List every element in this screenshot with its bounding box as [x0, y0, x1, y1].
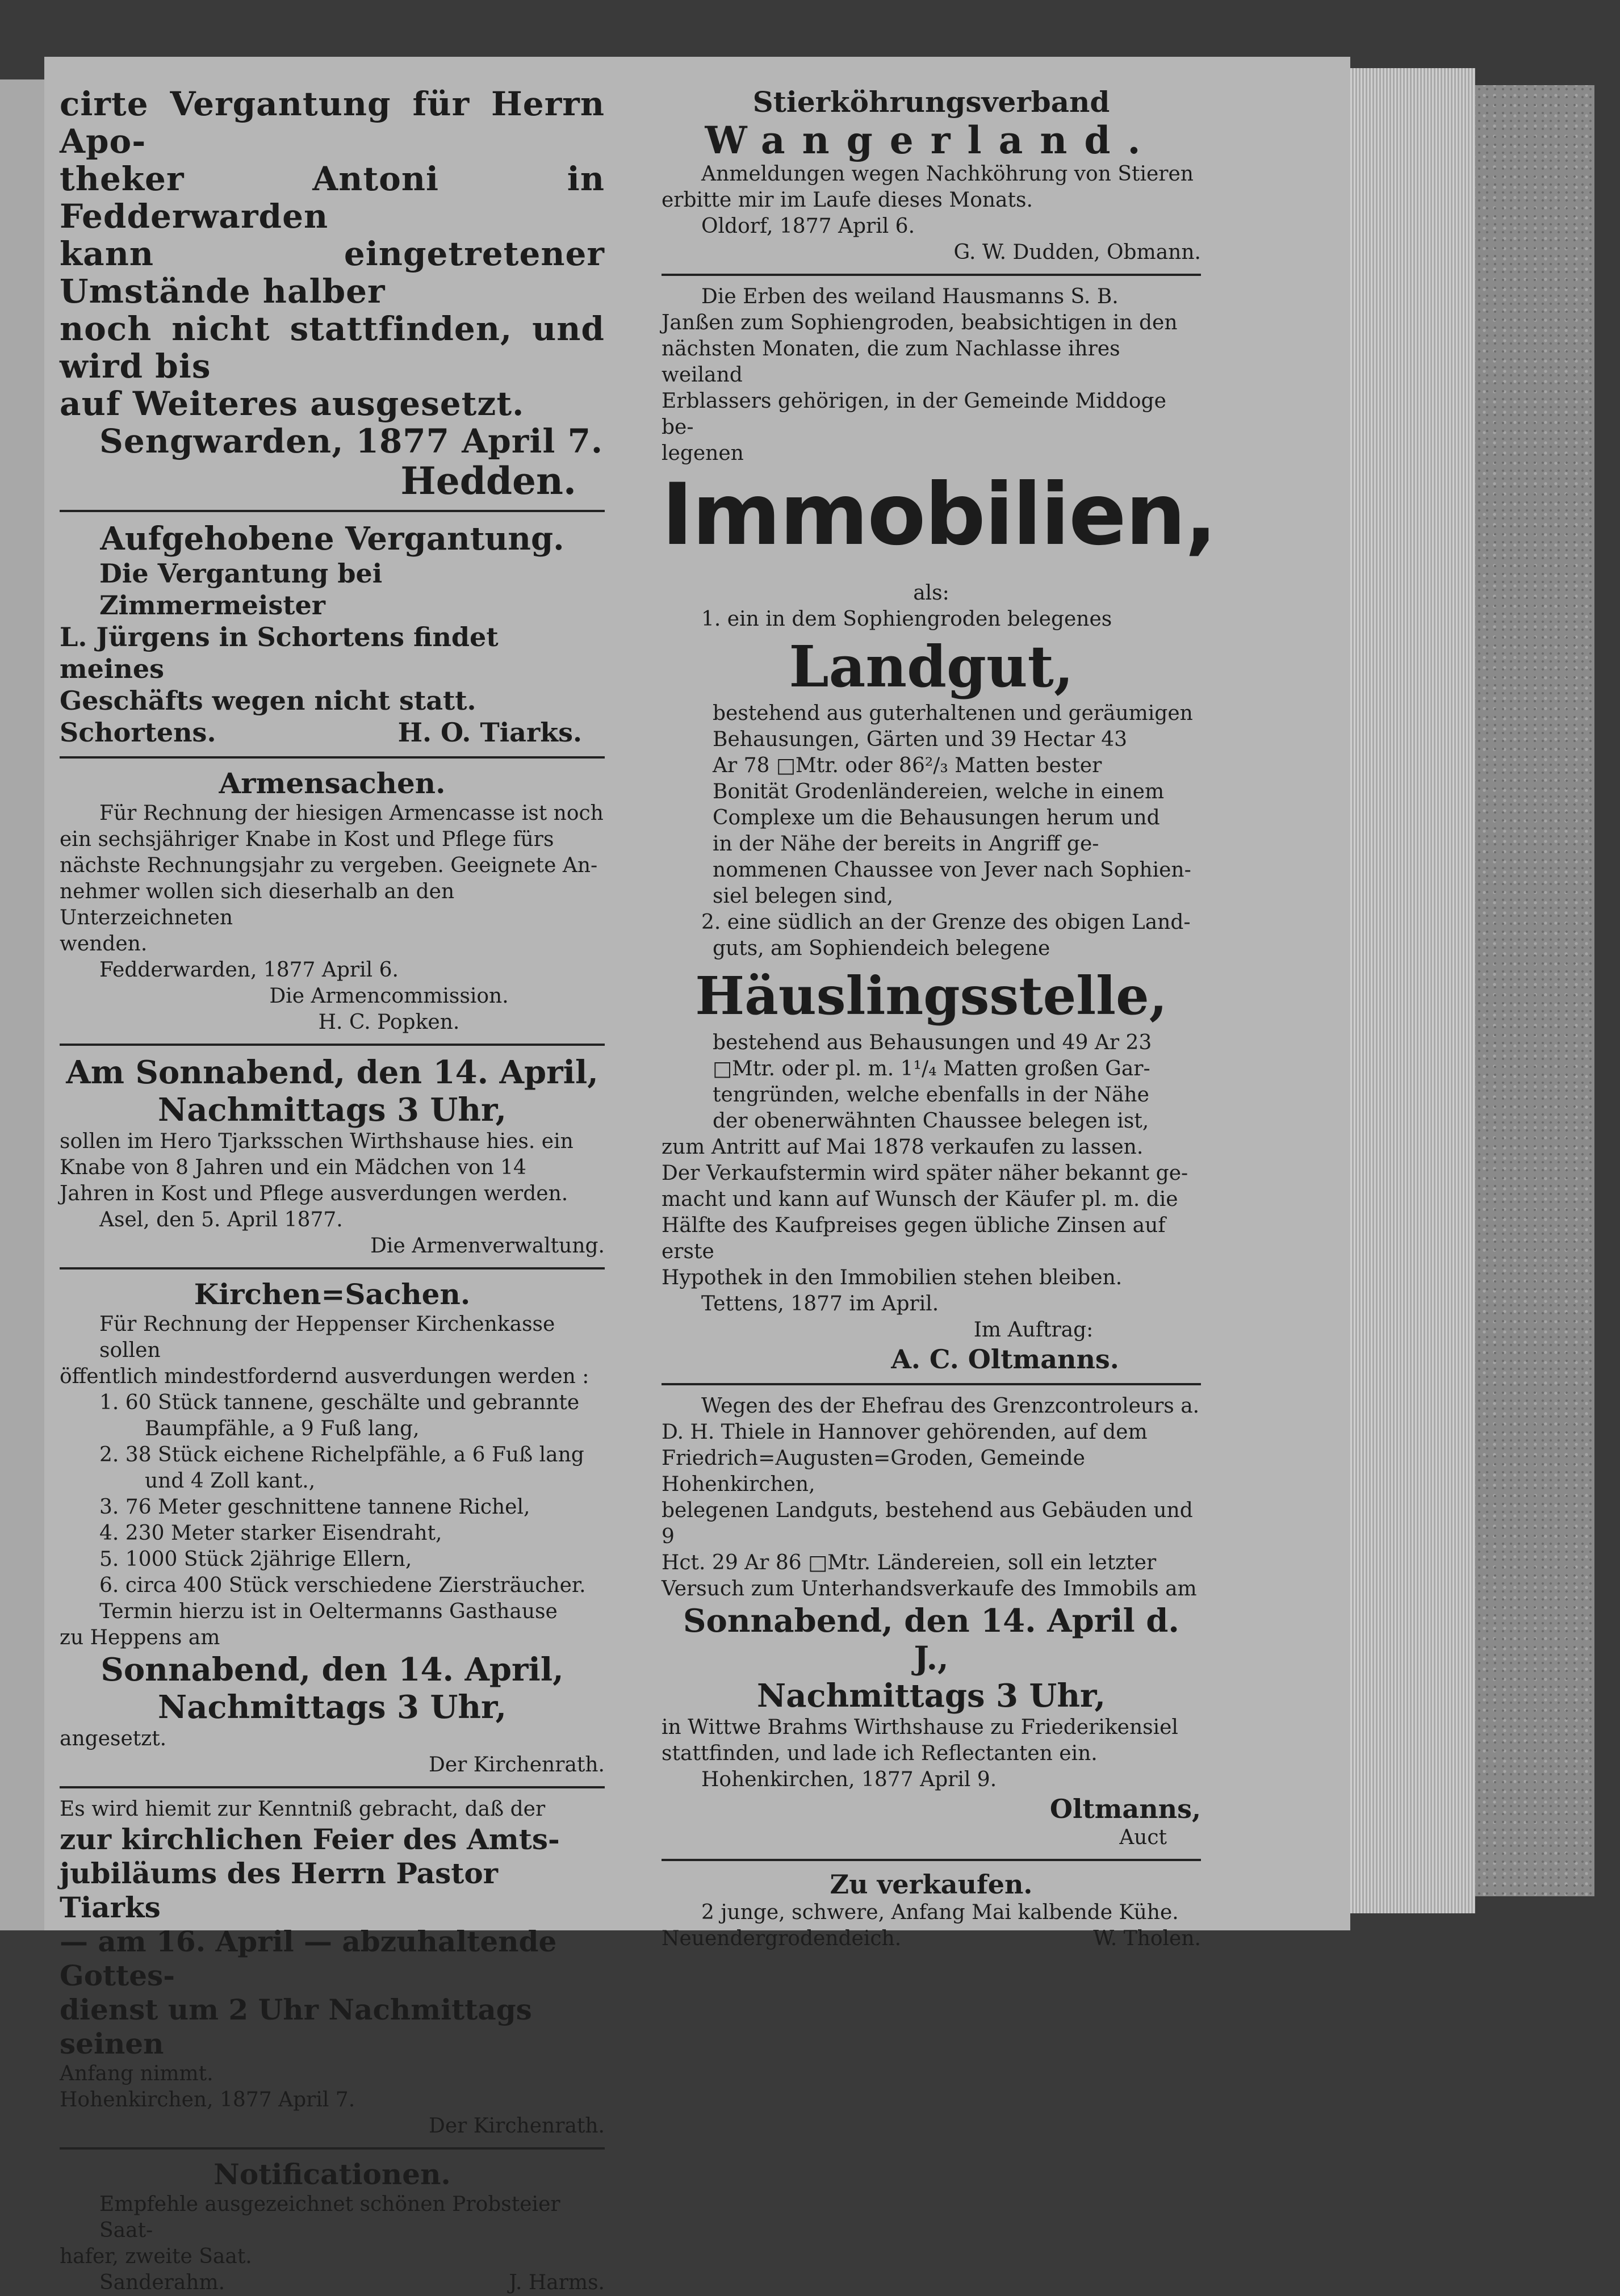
- notice-line: als:: [913, 581, 949, 605]
- notice-aufgehobene-vergantung: [60, 520, 605, 748]
- headline-haeuslingsstelle: Häuslingsstelle,: [695, 965, 1167, 1027]
- notice-line: nehmer wollen sich dieserhalb an den Unterzeichneten: [60, 880, 455, 929]
- signature: Der Kirchenrath.: [428, 1753, 605, 1777]
- book-cover: [1475, 85, 1594, 1896]
- signature: A. C. Oltmanns.: [891, 1344, 1119, 1375]
- notice-line: belegenen Landguts, bestehend aus Gebäuden und 9: [662, 1499, 1193, 1548]
- notice-am-sonnabend: [60, 1054, 605, 1259]
- notice-line: tengründen, welche ebenfalls in der Nähe: [713, 1083, 1149, 1107]
- divider: [60, 1044, 605, 1046]
- right-column: [662, 85, 1216, 1952]
- place-date: Sengwarden, 1877 April 7.: [99, 422, 604, 460]
- notice-title: Stierköhrungsverband: [752, 85, 1110, 119]
- notice-title: Kirchen=Sachen.: [194, 1277, 471, 1311]
- signature: G. W. Dudden, Obmann.: [953, 241, 1201, 264]
- notice-line: Der Verkaufstermin wird später näher bekannt ge-: [662, 1162, 1188, 1185]
- notice-line: Jahren in Kost und Pflege ausverdungen werden.: [60, 1182, 568, 1205]
- place-date: Tettens, 1877 im April.: [701, 1292, 939, 1315]
- divider: [60, 2147, 605, 2150]
- notice-line: nommenen Chaussee von Jever nach Sophien-: [713, 858, 1191, 882]
- notice-kirchen-sachen: [60, 1277, 605, 1778]
- notice-line: angesetzt.: [60, 1727, 167, 1750]
- notice-line: cirte Vergantung für Herrn Apo-: [60, 85, 605, 161]
- signature-role: Auct: [1119, 1826, 1167, 1849]
- notice-line: noch nicht stattfinden, und wird bis: [60, 309, 605, 386]
- notice-line: macht und kann auf Wunsch der Käufer pl. m. die: [662, 1188, 1178, 1211]
- list-item: 6. circa 400 Stück verschiedene Ziersträucher.: [99, 1574, 586, 1597]
- facing-page-edge: [0, 79, 44, 1930]
- notice-title: Notificationen.: [214, 2157, 451, 2191]
- notice-line: Geschäfts wegen nicht statt.: [60, 685, 476, 716]
- organization: Die Armencommission.: [269, 984, 509, 1008]
- notice-line: bestehend aus Behausungen und 49 Ar 23: [713, 1031, 1152, 1054]
- notice-line: erbitte mir im Laufe dieses Monats.: [662, 188, 1033, 212]
- signature: W. Tholen.: [1093, 1927, 1201, 1950]
- notice-line: in Wittwe Brahms Wirthshause zu Friederikensiel: [662, 1716, 1178, 1739]
- divider: [60, 1786, 605, 1788]
- notice-title: Wangerland.: [705, 118, 1158, 162]
- notice-line: Anmeldungen wegen Nachköhrung von Stieren: [701, 162, 1194, 186]
- place-date: Oldorf, 1877 April 6.: [701, 215, 915, 238]
- event-date: Sonnabend, den 14. April d. J.,: [683, 1602, 1179, 1677]
- notice-line: stattfinden, und lade ich Reflectanten ein.: [662, 1742, 1098, 1765]
- signature: H. O. Tiarks.: [397, 717, 582, 748]
- notice-line: Behausungen, Gärten und 39 Hectar 43: [713, 728, 1128, 751]
- notice-line: Hypothek in den Immobilien stehen bleiben.: [662, 1266, 1123, 1289]
- notice-line: legenen: [662, 442, 744, 465]
- notice-line: wenden.: [60, 932, 148, 956]
- event-date: Sonnabend, den 14. April,: [101, 1651, 564, 1689]
- notice-line: Die Erben des weiland Hausmanns S. B.: [701, 285, 1119, 308]
- notice-line: Empfehle ausgezeichnet schönen Probsteier Saat-: [99, 2193, 560, 2242]
- notice-line: bestehend aus guterhaltenen und geräumigen: [713, 702, 1193, 725]
- notice-line: D. H. Thiele in Hannover gehörenden, auf dem: [662, 1421, 1148, 1444]
- notice-armensachen: [60, 766, 605, 1036]
- signature: Hedden.: [400, 459, 576, 503]
- list-item: 4. 230 Meter starker Eisendraht,: [99, 1522, 442, 1545]
- event-time: Nachmittags 3 Uhr,: [757, 1677, 1106, 1715]
- list-item: 5. 1000 Stück 2jährige Ellern,: [99, 1548, 412, 1571]
- notice-line: zum Antritt auf Mai 1878 verkaufen zu lassen.: [662, 1136, 1144, 1159]
- notice-line: zu Heppens am: [60, 1626, 220, 1649]
- notice-headline: dienst um 2 Uhr Nachmittags seinen: [60, 1993, 532, 2060]
- on-behalf: Im Auftrag:: [973, 1318, 1094, 1342]
- signature: Oltmanns,: [1049, 1794, 1201, 1824]
- notice-line: Für Rechnung der hiesigen Armencasse ist noch: [99, 802, 604, 825]
- notice-line: hafer, zweite Saat.: [60, 2245, 252, 2268]
- list-item: 2. 38 Stück eichene Richelpfähle, a 6 Fuß lang: [99, 1443, 584, 1467]
- divider: [662, 274, 1201, 276]
- notice-line: Wegen des der Ehefrau des Grenzcontroleurs a.: [701, 1394, 1200, 1418]
- notice-subtitle: Nachmittags 3 Uhr,: [158, 1091, 506, 1129]
- notice-line: Bonität Grodenländereien, welche in einem: [713, 780, 1165, 803]
- notice-line: Hälfte des Kaufpreises gegen übliche Zinsen auf erste: [662, 1214, 1166, 1263]
- notice-line: Die Vergantung bei Zimmermeister: [99, 558, 383, 621]
- notice-line: Janßen zum Sophiengroden, beabsichtigen in den: [662, 311, 1178, 334]
- place-date: Fedderwarden, 1877 April 6.: [99, 958, 399, 982]
- notice-line: Ar 78 □Mtr. oder 86²/₃ Matten bester: [713, 754, 1102, 777]
- divider: [662, 1859, 1201, 1861]
- notice-line: sollen im Hero Tjarksschen Wirthshause hies. ein: [60, 1130, 574, 1153]
- notice-notificationen: [60, 2157, 605, 2296]
- divider: [662, 1383, 1201, 1385]
- place-date: Asel, den 5. April 1877.: [99, 1208, 343, 1231]
- place: Sanderahm.: [99, 2271, 225, 2294]
- notice-line: nächsten Monaten, die zum Nachlasse ihres weiland: [662, 337, 1120, 387]
- notice-line: nächste Rechnungsjahr zu vergeben. Geeignete An-: [60, 854, 598, 877]
- notice-line: Versuch zum Unterhandsverkaufe des Immobils am: [662, 1577, 1197, 1601]
- page-edges: [1350, 68, 1475, 1913]
- notice-amtsjubilaeum: [60, 1796, 605, 2139]
- signature: Die Armenverwaltung.: [370, 1234, 605, 1258]
- event-time: Nachmittags 3 Uhr,: [158, 1689, 506, 1726]
- notice-headline: — am 16. April — abzuhaltende Gottes-: [60, 1925, 557, 1992]
- notice-line: siel belegen sind,: [713, 885, 894, 908]
- notice-line: L. Jürgens in Schortens findet meines: [60, 622, 499, 684]
- notice-line: Complexe um die Behausungen herum und: [713, 806, 1160, 829]
- list-item: 1. 60 Stück tannene, geschälte und gebrannte: [99, 1391, 580, 1414]
- divider: [60, 1267, 605, 1269]
- notice-immobilien: [662, 284, 1216, 1375]
- notice-line: □Mtr. oder pl. m. 1¹/₄ Matten großen Gar-: [713, 1057, 1150, 1080]
- notice-headline: zur kirchlichen Feier des Amts-: [60, 1822, 560, 1856]
- notice-line: Erblassers gehörigen, in der Gemeinde Middoge be-: [662, 389, 1166, 439]
- place-date: Hohenkirchen, 1877 April 7.: [60, 2088, 355, 2111]
- notice-line: Anfang nimmt.: [60, 2062, 214, 2085]
- signature: J. Harms.: [509, 2271, 605, 2294]
- list-item: guts, am Sophiendeich belegene: [713, 937, 1050, 960]
- notice-line: Termin hierzu ist in Oeltermanns Gasthause: [99, 1600, 558, 1623]
- notice-line: Friedrich=Augusten=Groden, Gemeinde Hohenkirchen,: [662, 1447, 1085, 1496]
- notice-line: kann eingetretener Umstände halber: [60, 234, 605, 311]
- place-date: Hohenkirchen, 1877 April 9.: [701, 1768, 997, 1791]
- notice-stierkoehrungsverband: [662, 85, 1201, 266]
- notice-title: Armensachen.: [219, 766, 446, 800]
- notice-zu-verkaufen: [662, 1869, 1201, 1952]
- notice-line: in der Nähe der bereits in Angriff ge-: [713, 832, 1099, 856]
- list-item: 3. 76 Meter geschnittene tannene Richel,: [99, 1495, 530, 1519]
- notice-headline: jubiläums des Herrn Pastor Tiarks: [60, 1857, 499, 1924]
- list-item: 2. eine südlich an der Grenze des obigen Land-: [701, 911, 1191, 934]
- notice-vergantung-antoni: [60, 85, 605, 502]
- list-item: Baumpfähle, a 9 Fuß lang,: [145, 1417, 420, 1440]
- notice-title: Aufgehobene Vergantung.: [100, 520, 564, 558]
- notice-line: 2 junge, schwere, Anfang Mai kalbende Kühe.: [701, 1901, 1179, 1924]
- signature: Der Kirchenrath.: [428, 2114, 605, 2138]
- left-column: [60, 85, 605, 2296]
- headline-landgut: Landgut,: [789, 633, 1074, 700]
- notice-line: ein sechsjähriger Knabe in Kost und Pflege fürs: [60, 828, 554, 851]
- notice-line: der obenerwähnten Chaussee belegen ist,: [713, 1109, 1149, 1133]
- divider: [60, 510, 605, 512]
- signature: H. C. Popken.: [318, 1011, 460, 1034]
- notice-line: theker Antoni in Fedderwarden: [60, 160, 605, 236]
- notice-line: öffentlich mindestfordernd ausverdungen werden :: [60, 1365, 589, 1388]
- notice-title: Zu verkaufen.: [830, 1869, 1033, 1900]
- notice-line: Es wird hiemit zur Kenntniß gebracht, daß der: [60, 1798, 546, 1821]
- notice-line: Knabe von 8 Jahren und ein Mädchen von 14: [60, 1156, 526, 1179]
- list-item: und 4 Zoll kant.,: [145, 1469, 316, 1493]
- place: Schortens.: [60, 717, 216, 748]
- list-item: 1. ein in dem Sophiengroden belegenes: [701, 607, 1112, 631]
- headline-immobilien: Immobilien,: [662, 466, 1216, 564]
- notice-line: auf Weiteres ausgesetzt.: [60, 384, 525, 423]
- notice-line: Hct. 29 Ar 86 □Mtr. Ländereien, soll ein letzter: [662, 1551, 1157, 1574]
- notice-title: Am Sonnabend, den 14. April,: [66, 1054, 598, 1091]
- place: Neuendergrodendeich.: [662, 1927, 902, 1950]
- notice-landgut-thiele: [662, 1393, 1201, 1851]
- notice-line: Für Rechnung der Heppenser Kirchenkasse sollen: [99, 1313, 555, 1362]
- divider: [60, 756, 605, 759]
